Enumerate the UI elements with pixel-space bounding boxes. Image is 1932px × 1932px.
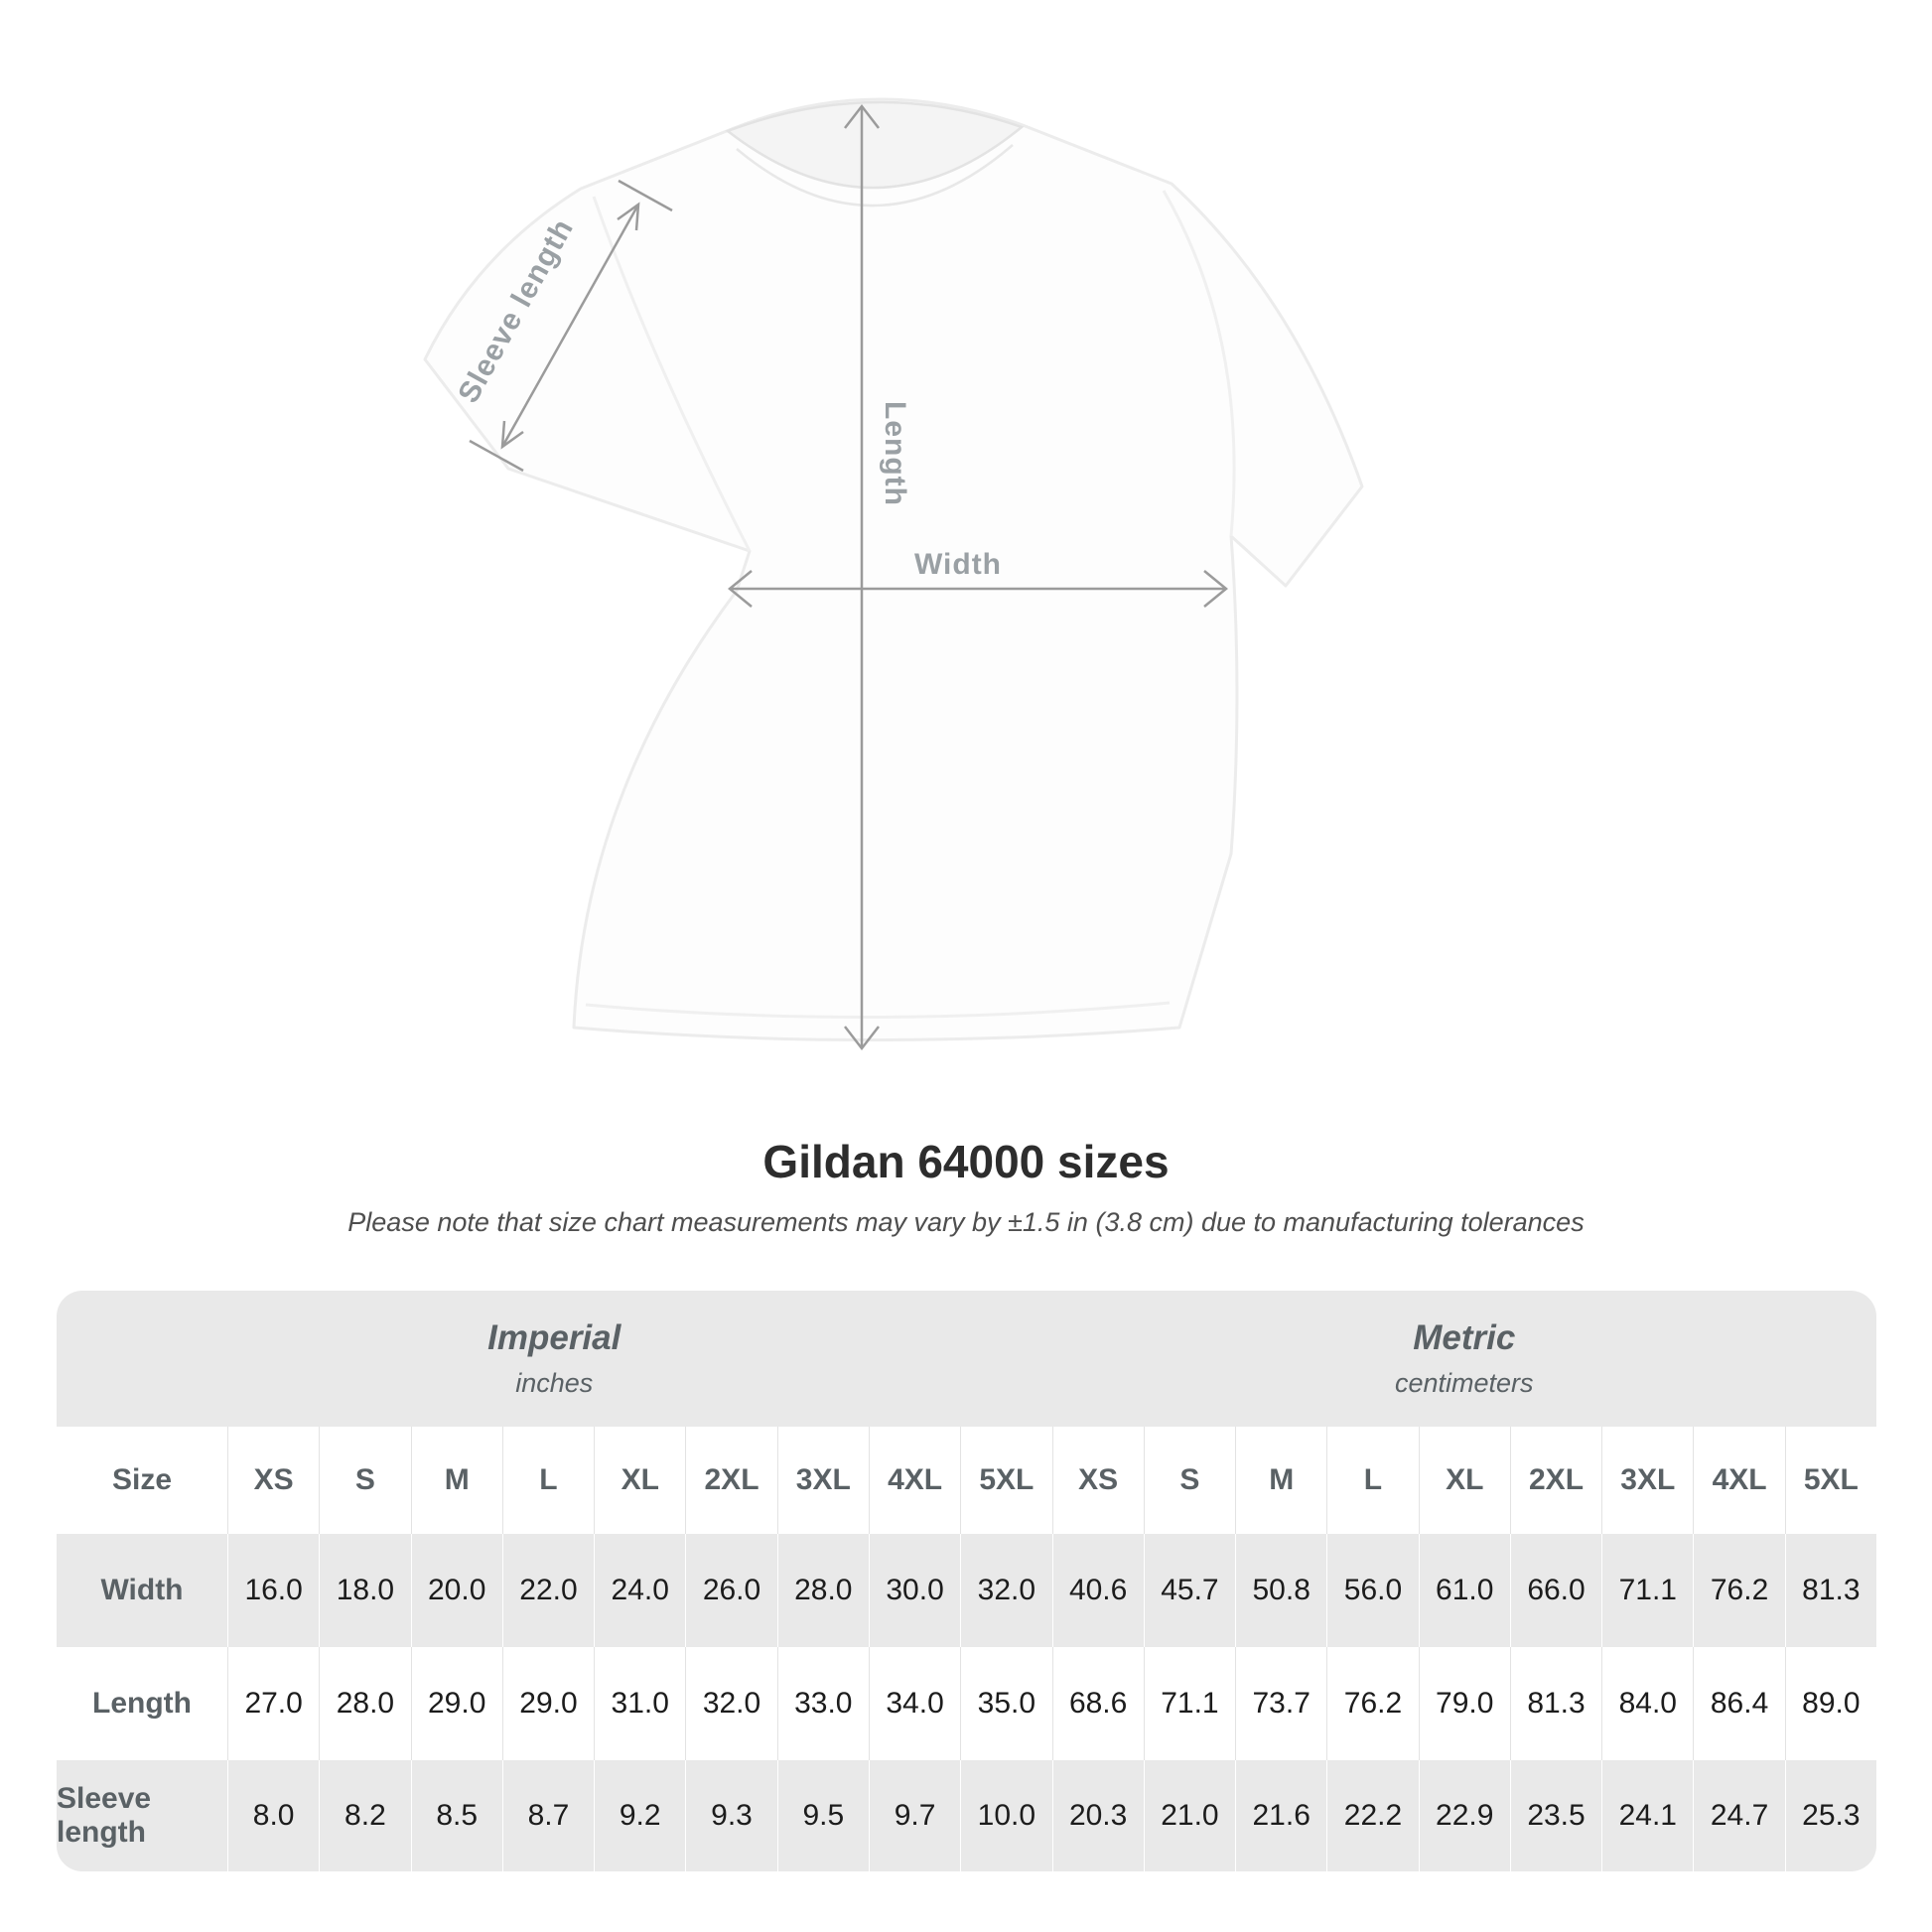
length-imperial-value: 29.0 <box>411 1647 502 1760</box>
width-metric-value: 66.0 <box>1510 1534 1601 1647</box>
sleeve-length-imperial-value: 8.2 <box>319 1760 410 1871</box>
width-metric-value: 71.1 <box>1601 1534 1693 1647</box>
width-imperial-value: 26.0 <box>685 1534 776 1647</box>
length-imperial-value: 27.0 <box>227 1647 319 1760</box>
sleeve-length-imperial-value: 9.3 <box>685 1760 776 1871</box>
row-label-length: Length <box>57 1647 227 1760</box>
sleeve-length-metric-value: 21.0 <box>1144 1760 1235 1871</box>
size-header-metric-5xl: 5XL <box>1785 1427 1876 1534</box>
width-metric-value: 56.0 <box>1326 1534 1418 1647</box>
length-imperial-value: 32.0 <box>685 1647 776 1760</box>
size-header-metric-m: M <box>1235 1427 1326 1534</box>
size-header-metric-xs: XS <box>1052 1427 1144 1534</box>
width-imperial-value: 30.0 <box>869 1534 960 1647</box>
size-header-metric-xl: XL <box>1419 1427 1510 1534</box>
size-header-imperial-xl: XL <box>594 1427 685 1534</box>
metric-unit-header <box>1052 1291 1877 1427</box>
length-metric-value: 68.6 <box>1052 1647 1144 1760</box>
width-metric-value: 61.0 <box>1419 1534 1510 1647</box>
size-chart-table <box>57 1291 1876 1871</box>
sleeve-length-metric-value: 24.7 <box>1693 1760 1784 1871</box>
size-header-metric-l: L <box>1326 1427 1418 1534</box>
sleeve-length-metric-value: 20.3 <box>1052 1760 1144 1871</box>
length-imperial-value: 35.0 <box>960 1647 1051 1760</box>
sleeve-length-imperial-value: 9.5 <box>777 1760 869 1871</box>
length-metric-value: 73.7 <box>1235 1647 1326 1760</box>
sleeve-length-imperial-value: 9.2 <box>594 1760 685 1871</box>
imperial-unit-header <box>57 1291 1052 1427</box>
size-header-metric-2xl: 2XL <box>1510 1427 1601 1534</box>
size-header-imperial-3xl: 3XL <box>777 1427 869 1534</box>
length-imperial-value: 33.0 <box>777 1647 869 1760</box>
width-imperial-value: 18.0 <box>319 1534 410 1647</box>
width-metric-value: 81.3 <box>1785 1534 1876 1647</box>
size-header-imperial-l: L <box>502 1427 594 1534</box>
size-header-metric-3xl: 3XL <box>1601 1427 1693 1534</box>
imperial-label: Imperial <box>487 1318 621 1357</box>
size-header-metric-4xl: 4XL <box>1693 1427 1784 1534</box>
sleeve-length-metric-value: 22.9 <box>1419 1760 1510 1871</box>
size-header-imperial-s: S <box>319 1427 410 1534</box>
sleeve-length-metric-value: 24.1 <box>1601 1760 1693 1871</box>
length-metric-value: 76.2 <box>1326 1647 1418 1760</box>
size-header-imperial-4xl: 4XL <box>869 1427 960 1534</box>
width-metric-value: 76.2 <box>1693 1534 1784 1647</box>
metric-label: Metric <box>1413 1318 1516 1357</box>
width-imperial-value: 28.0 <box>777 1534 869 1647</box>
width-imperial-value: 16.0 <box>227 1534 319 1647</box>
width-imperial-value: 20.0 <box>411 1534 502 1647</box>
sleeve-length-imperial-value: 10.0 <box>960 1760 1051 1871</box>
page-title: Gildan 64000 sizes <box>762 1136 1170 1187</box>
imperial-unit: inches <box>515 1368 594 1398</box>
width-imperial-value: 32.0 <box>960 1534 1051 1647</box>
length-imperial-value: 31.0 <box>594 1647 685 1760</box>
size-header-imperial-m: M <box>411 1427 502 1534</box>
length-metric-value: 79.0 <box>1419 1647 1510 1760</box>
sleeve-length-annotation: Sleeve length <box>452 212 581 409</box>
sleeve-length-metric-value: 25.3 <box>1785 1760 1876 1871</box>
metric-unit: centimeters <box>1394 1368 1534 1398</box>
sleeve-length-metric-value: 23.5 <box>1510 1760 1601 1871</box>
row-label-sleeve-length: Sleeve length <box>57 1760 227 1871</box>
row-label-width: Width <box>57 1534 227 1647</box>
length-imperial-value: 34.0 <box>869 1647 960 1760</box>
sleeve-length-metric-value: 21.6 <box>1235 1760 1326 1871</box>
length-metric-value: 86.4 <box>1693 1647 1784 1760</box>
width-imperial-value: 24.0 <box>594 1534 685 1647</box>
length-metric-value: 84.0 <box>1601 1647 1693 1760</box>
length-annotation: Length <box>879 401 911 506</box>
width-imperial-value: 22.0 <box>502 1534 594 1647</box>
sleeve-length-imperial-value: 8.5 <box>411 1760 502 1871</box>
length-metric-value: 81.3 <box>1510 1647 1601 1760</box>
size-header-imperial-2xl: 2XL <box>685 1427 776 1534</box>
sleeve-length-imperial-value: 8.7 <box>502 1760 594 1871</box>
sleeve-length-metric-value: 22.2 <box>1326 1760 1418 1871</box>
sleeve-length-imperial-value: 8.0 <box>227 1760 319 1871</box>
length-imperial-value: 28.0 <box>319 1647 410 1760</box>
width-metric-value: 45.7 <box>1144 1534 1235 1647</box>
tolerance-note: Please note that size chart measurements may vary by ±1.5 in (3.8 cm) due to manufacturing tolerances <box>347 1207 1585 1237</box>
length-metric-value: 71.1 <box>1144 1647 1235 1760</box>
length-metric-value: 89.0 <box>1785 1647 1876 1760</box>
width-annotation: Width <box>913 548 1003 581</box>
size-header-metric-s: S <box>1144 1427 1235 1534</box>
length-imperial-value: 29.0 <box>502 1647 594 1760</box>
size-header-imperial-xs: XS <box>227 1427 319 1534</box>
width-metric-value: 40.6 <box>1052 1534 1144 1647</box>
width-metric-value: 50.8 <box>1235 1534 1326 1647</box>
size-column-header: Size <box>57 1427 227 1534</box>
sleeve-length-imperial-value: 9.7 <box>869 1760 960 1871</box>
size-header-imperial-5xl: 5XL <box>960 1427 1051 1534</box>
